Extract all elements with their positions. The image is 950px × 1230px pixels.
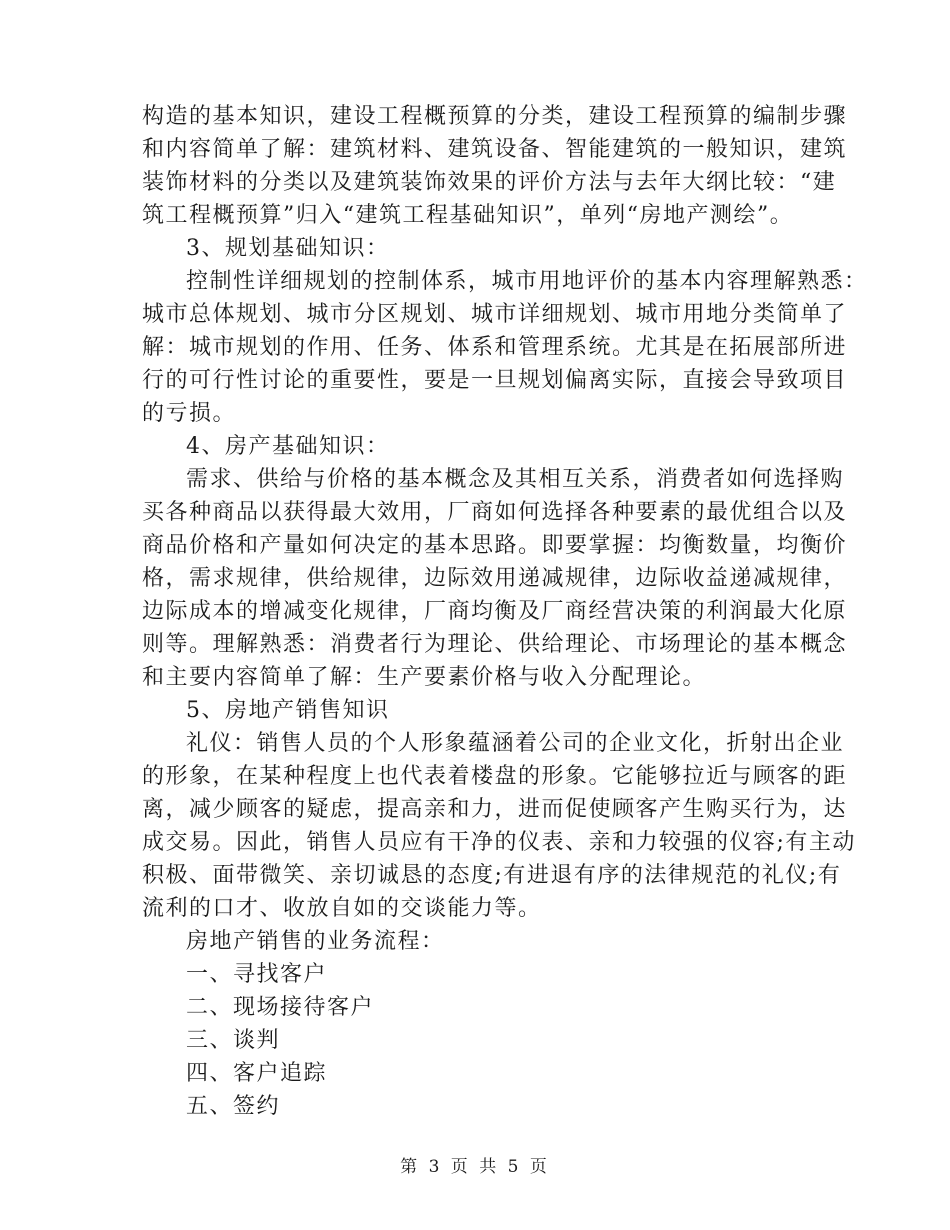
page-number-footer: 第 3 页 共 5 页 <box>400 1157 550 1177</box>
body-line-9: 行的可行性讨论的重要性，要是一旦规划偏离实际，直接会导致项目 <box>142 368 848 393</box>
process-step-2: 二、现场接待客户 <box>186 995 375 1020</box>
process-step-3: 三、谈判 <box>186 1028 281 1053</box>
body-line-13: 买各种商品以获得最大效用，厂商如何选择各种要素的最优组合以及 <box>142 500 848 525</box>
section-heading-planning: 3、规划基础知识： <box>186 236 390 261</box>
body-line-17: 则等。理解熟悉：消费者行为理论、供给理论、市场理论的基本概念 <box>142 632 848 657</box>
process-heading: 房地产销售的业务流程： <box>186 929 445 954</box>
body-line-12: 需求、供给与价格的基本概念及其相互关系，消费者如何选择购 <box>186 467 845 492</box>
body-line-18: 和主要内容简单了解：生产要素价格与收入分配理论。 <box>142 665 707 690</box>
section-heading-property: 4、房产基础知识： <box>186 434 390 459</box>
body-line-22: 离，减少顾客的疑虑，提高亲和力，进而促使顾客产生购买行为，达 <box>142 797 848 822</box>
process-step-1: 一、寻找客户 <box>186 962 328 987</box>
body-line-16: 边际成本的增减变化规律，厂商均衡及厂商经营决策的利润最大化原 <box>142 599 848 624</box>
body-line-7: 城市总体规划、城市分区规划、城市详细规划、城市用地分类简单了 <box>142 302 848 327</box>
body-line-1: 构造的基本知识，建设工程概预算的分类，建设工程预算的编制步骤 <box>142 104 848 129</box>
body-line-20: 礼仪：销售人员的个人形象蕴涵着公司的企业文化，折射出企业 <box>186 731 845 756</box>
body-line-2: 和内容简单了解：建筑材料、建筑设备、智能建筑的一般知识，建筑 <box>142 137 848 162</box>
body-line-23: 成交易。因此，销售人员应有干净的仪表、亲和力较强的仪容;有主动 <box>142 830 856 855</box>
section-heading-sales: 5、房地产销售知识 <box>186 698 390 723</box>
body-line-3: 装饰材料的分类以及建筑装饰效果的评价方法与去年大纲比较：“建 <box>142 170 837 195</box>
body-line-10: 的亏损。 <box>142 401 237 426</box>
body-line-15: 格，需求规律，供给规律，边际效用递减规律，边际收益递减规律， <box>142 566 848 591</box>
body-line-14: 商品价格和产量如何决定的基本思路。即要掌握：均衡数量，均衡价 <box>142 533 848 558</box>
body-line-4: 筑工程概预算”归入“建筑工程基础知识”，单列“房地产测绘”。 <box>142 203 794 228</box>
body-line-25: 流利的口才、收放自如的交谈能力等。 <box>142 896 542 921</box>
body-line-21: 的形象，在某种程度上也代表着楼盘的形象。它能够拉近与顾客的距 <box>142 764 848 789</box>
process-step-5: 五、签约 <box>186 1094 281 1119</box>
body-line-6: 控制性详细规划的控制体系，城市用地评价的基本内容理解熟悉： <box>186 269 868 294</box>
document-page <box>142 100 868 1123</box>
body-line-8: 解：城市规划的作用、任务、体系和管理系统。尤其是在拓展部所进 <box>142 335 848 360</box>
body-line-24: 积极、面带微笑、亲切诚恳的态度;有进退有序的法律规范的礼仪;有 <box>142 863 842 888</box>
process-step-4: 四、客户追踪 <box>186 1061 328 1086</box>
